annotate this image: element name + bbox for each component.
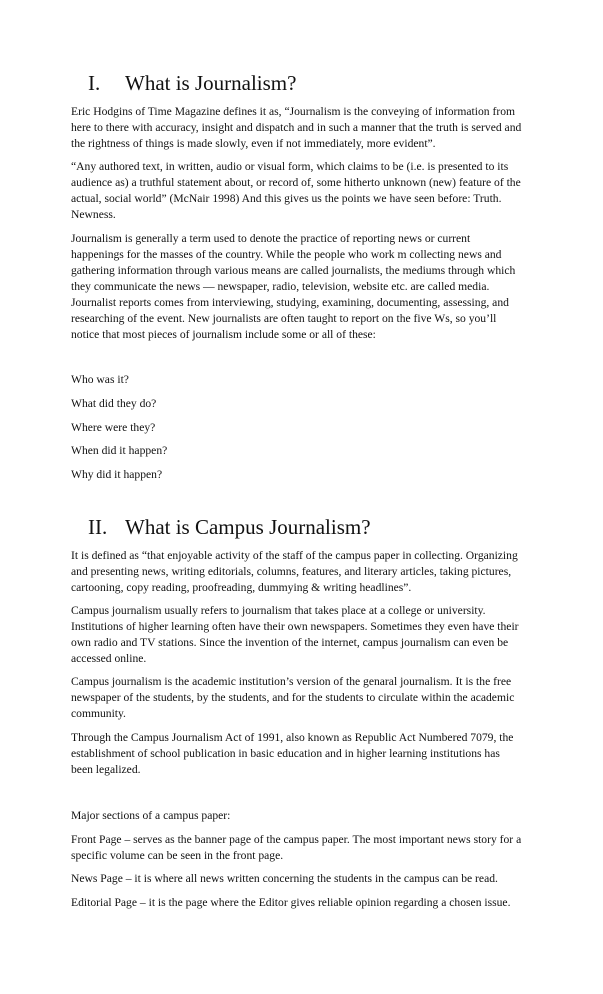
- paragraph-mcnair: [71, 159, 551, 223]
- line: notice that most pieces of journalism include some or all of these:: [71, 328, 376, 341]
- paragraph-hodgins: [71, 104, 551, 152]
- line: Editorial Page – it is the page where the Editor gives reliable opinion regarding a chosen issue.: [71, 896, 511, 909]
- line: establishment of school publication in basic education and in higher learning institutions has: [71, 747, 500, 760]
- line: Front Page – serves as the banner page of the campus paper. The most important news story for a: [71, 833, 522, 846]
- five-w-item: Where were they?: [71, 421, 156, 434]
- paragraph-campus-definition: [71, 548, 551, 596]
- line: Campus journalism is the academic institution’s version of the genaral journalism. It is the free: [71, 675, 512, 688]
- line: they communicate the news — newspaper, radio, television, website etc. are called media.: [71, 280, 490, 293]
- line: newspaper of the students, by the students, and for the students to circulate within the academic: [71, 691, 515, 704]
- paragraph-campus-usage: [71, 603, 551, 667]
- section-2-heading: What is Campus Journalism?: [125, 515, 371, 539]
- line: researching of the event. New journalists are often taught to report on the five Ws, so you’ll: [71, 312, 497, 325]
- line: the rightness of things is made slowly, even if not immediately, more evident”.: [71, 137, 436, 150]
- section-1-heading: What is Journalism?: [125, 71, 297, 95]
- five-w-item: Why did it happen?: [71, 468, 163, 481]
- line: actual, social world” (McNair 1998) And this gives us the points we have seen before: Truth.: [71, 192, 502, 205]
- line: News Page – it is where all news written concerning the students in the campus can be read.: [71, 872, 498, 885]
- section-1-number: I.: [88, 71, 101, 95]
- line: happenings for the masses of the country. While the people who work m collecting news and: [71, 248, 502, 261]
- line: Campus journalism usually refers to journalism that takes place at a college or university.: [71, 604, 486, 617]
- five-w-item: Who was it?: [71, 373, 129, 386]
- line: Through the Campus Journalism Act of 1991, also known as Republic Act Numbered 7079, the: [71, 731, 514, 744]
- line: audience as) a truthful statement about, or record of, some hitherto unknown (new) feature of the: [71, 176, 521, 189]
- line: cartooning, copy reading, proofreading, dummying & writing headlines”.: [71, 581, 412, 594]
- paragraph-campus-act: [71, 730, 551, 778]
- paragraph-campus-version: [71, 674, 551, 722]
- section-editorial-page: [71, 895, 551, 911]
- line: accessed online.: [71, 652, 147, 665]
- line: Journalism is generally a term used to denote the practice of reporting news or current: [71, 232, 471, 245]
- paragraph-journalism-definition: [71, 231, 551, 343]
- section-2-number: II.: [88, 515, 108, 539]
- line: own radio and TV stations. Since the invention of the internet, campus journalism can even be: [71, 636, 509, 649]
- five-w-item: When did it happen?: [71, 444, 168, 457]
- line: It is defined as “that enjoyable activity of the staff of the campus paper in collecting. Organizing: [71, 549, 518, 562]
- line: Newness.: [71, 208, 116, 221]
- line: been legalized.: [71, 763, 141, 776]
- line: and presenting news, writing editorials, columns, features, and literary articles, taking pictures,: [71, 565, 512, 578]
- line: Eric Hodgins of Time Magazine defines it as, “Journalism is the conveying of information from: [71, 105, 516, 118]
- line: specific volume can be seen in the front page.: [71, 849, 284, 862]
- line: here to there with accuracy, insight and dispatch and in such a manner that the truth is served and: [71, 121, 522, 134]
- section-news-page: [71, 871, 551, 887]
- section-front-page: [71, 832, 551, 864]
- line: “Any authored text, in written, audio or visual form, which claims to be (i.e. is presented to its: [71, 160, 509, 173]
- line: Journalist reports comes from interviewing, studying, examining, documenting, assessing, and: [71, 296, 509, 309]
- line: Institutions of higher learning often have their own newspapers. Sometimes they even have their: [71, 620, 519, 633]
- sections-intro: Major sections of a campus paper:: [71, 809, 231, 822]
- five-w-item: What did they do?: [71, 397, 157, 410]
- line: community.: [71, 707, 126, 720]
- line: gathering information through various means are called journalists, the mediums through which: [71, 264, 516, 277]
